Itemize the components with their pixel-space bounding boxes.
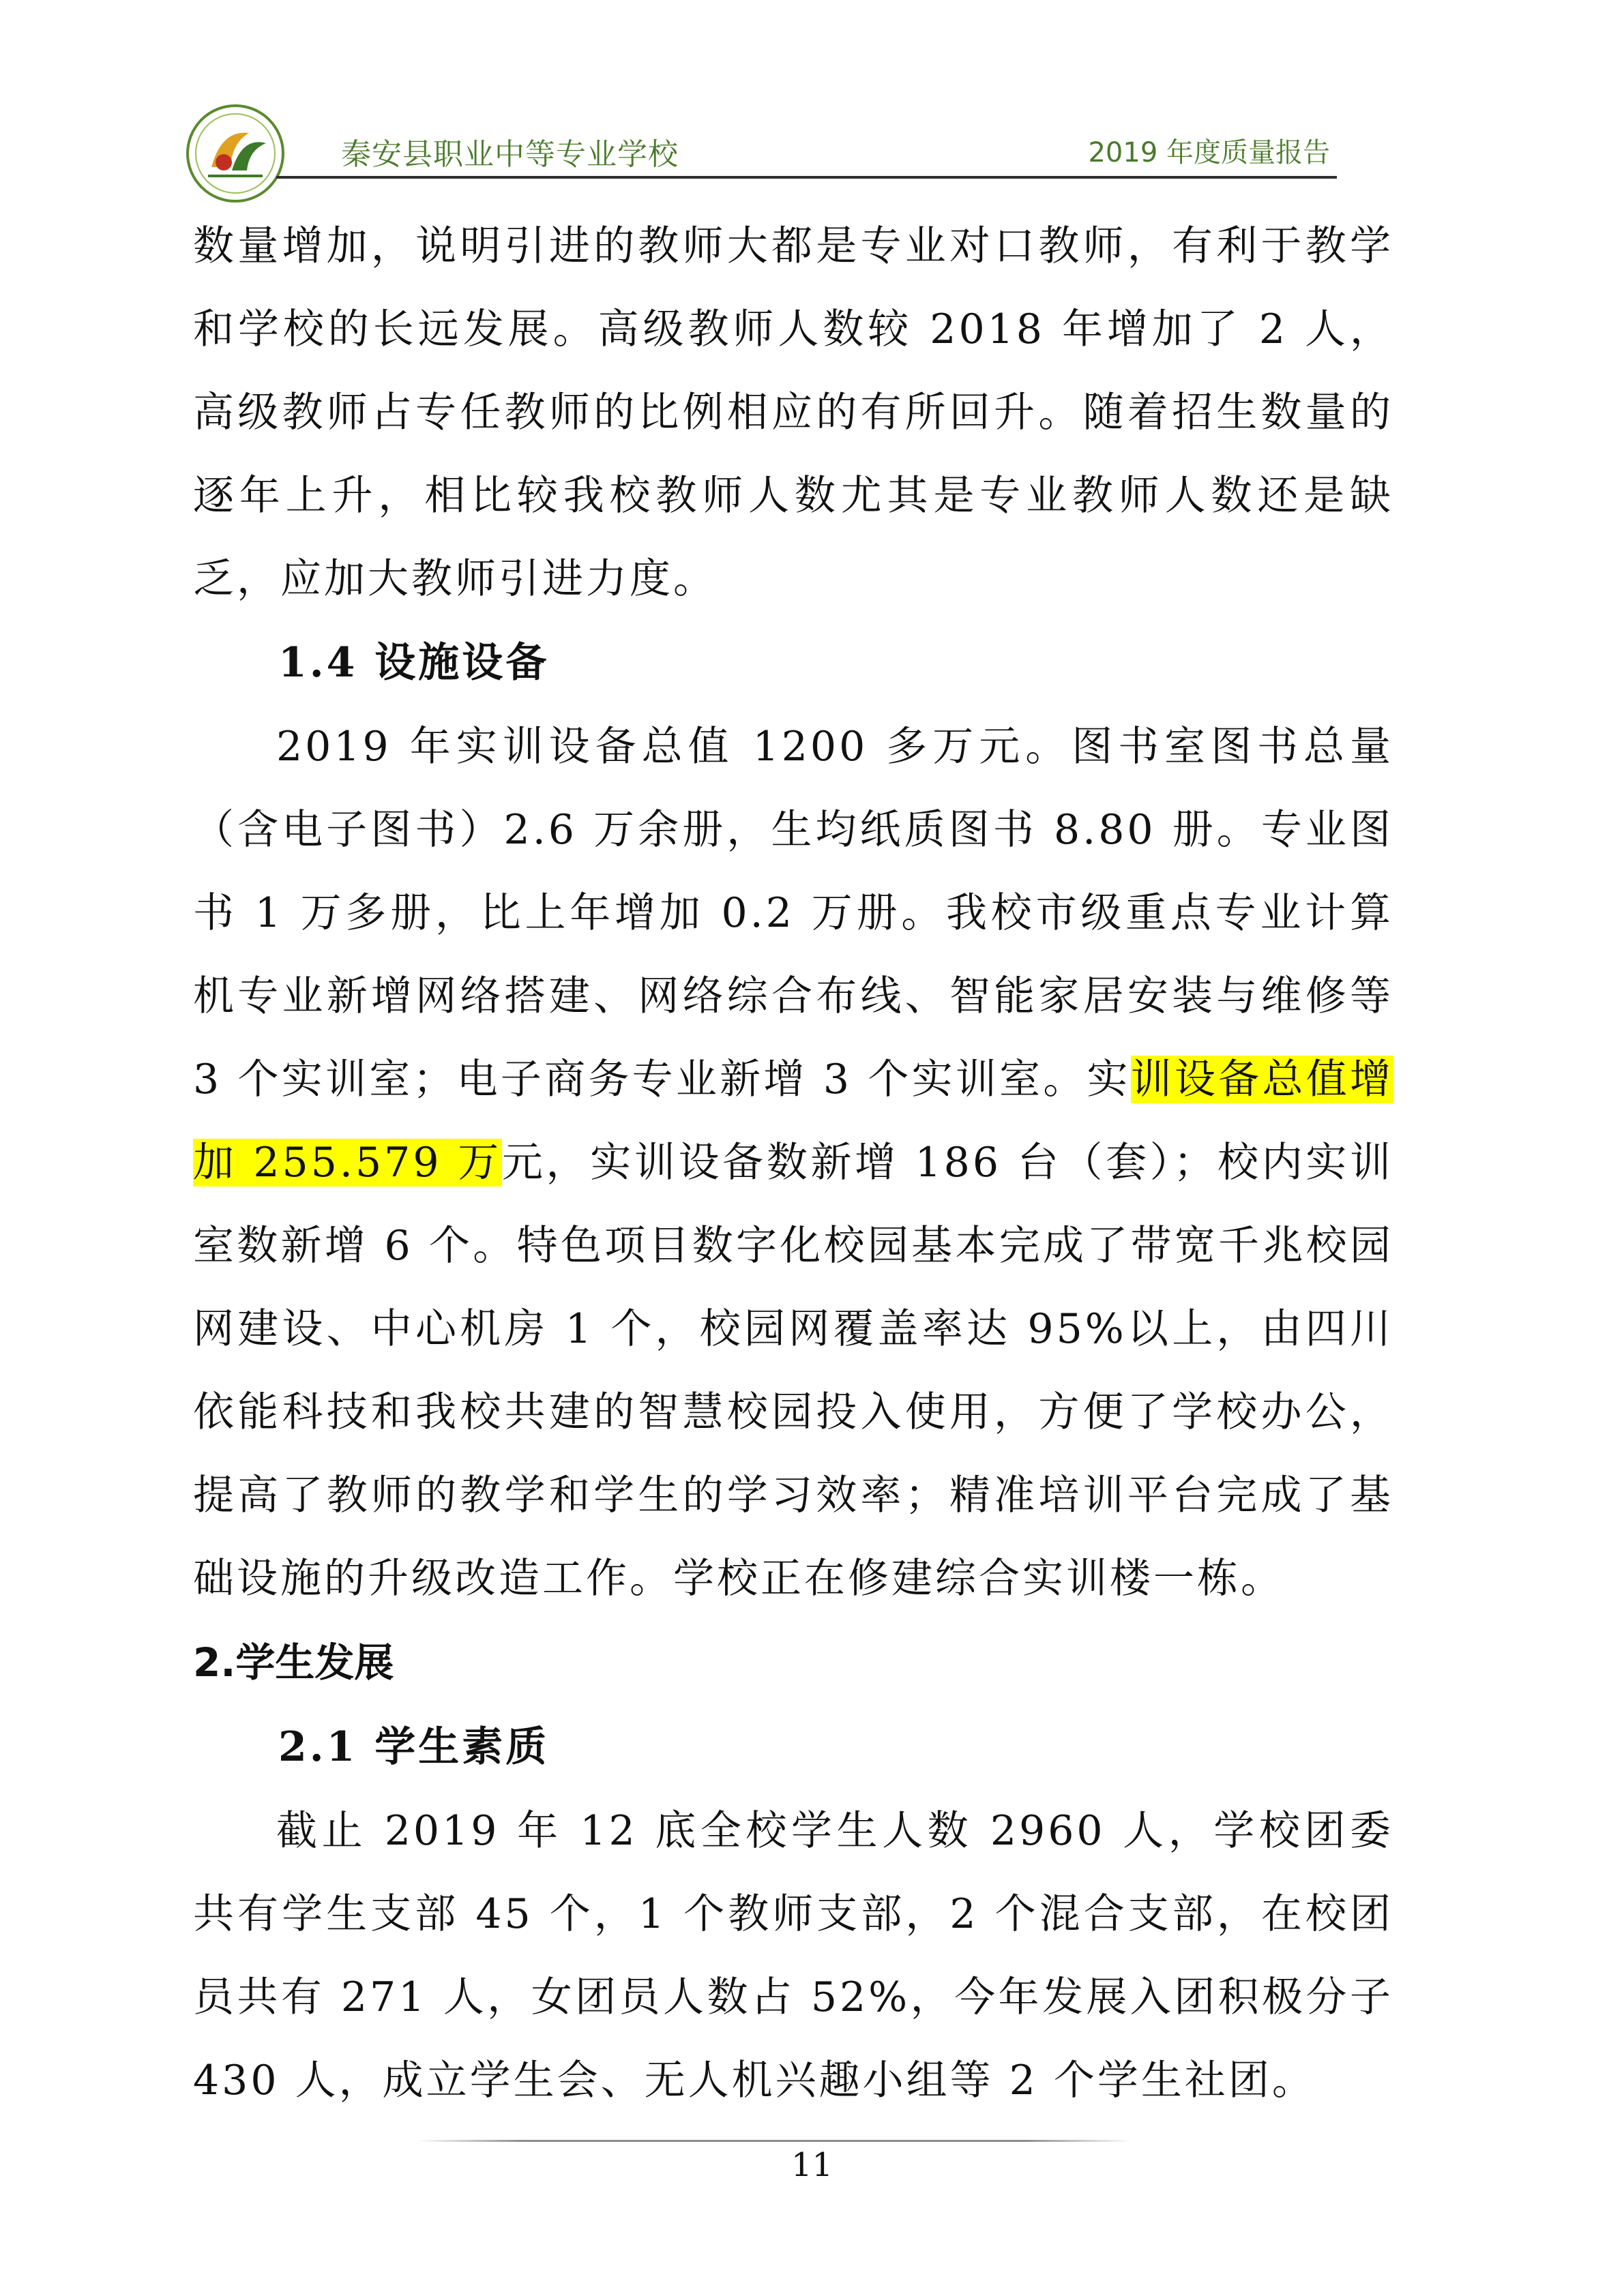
facilities-text-start: 2019 年实训设备总值 1200 多万元。图书室图书总量（含电子图书）2.6 万余册，生均纸质图书 8.80 册。专业图书 1 万多册，比上年增加 0.2 万册。我校市级重点专业计算机专业新增网络搭建、网络综合布线、智能家居安装与维修等 3 个实训室；电子商务专业新增 3 个实训室。实 [193,723,1393,1103]
report-title: 2019 年度质量报告 [1088,137,1330,168]
heading-2-1-student-quality: 2.1 学生素质 [278,1723,550,1771]
paragraph-students: 截止 2019 年 12 底全校学生人数 2960 人，学校团委共有学生支部 45 个，1 个教师支部，2 个混合支部，在校团员共有 271 人，女团员人数占 52%，今年发展入团积极分子 430 人，成立学生会、无人机兴趣小组等 2 个学生社团。 [193,1807,1393,2104]
school-logo-icon [184,102,286,205]
heading-2-student-development: 2.学生发展 [193,1639,394,1686]
heading-1-4-facilities: 1.4 设施设备 [278,639,550,687]
page-header [184,102,1337,177]
paragraph-teachers: 数量增加，说明引进的教师大都是专业对口教师，有利于教学和学校的长远发展。高级教师人数较 2018 年增加了 2 人，高级教师占专任教师的比例相应的有所回升。随着招生数量的逐年上升，相比较我校教师人数尤其是专业教师人数还是缺乏，应加大教师引进力度。 [193,222,1393,603]
header-divider [276,176,1337,179]
page-number: 11 [791,2146,833,2184]
paragraph-facilities [193,705,1393,1620]
highlighted-text: 训设备总值增加 255.579 万 [193,1056,1393,1187]
facilities-text-end: 元，实训设备数新增 186 台（套）；校内实训室数新增 6 个。特色项目数字化校园基本完成了带宽千兆校园网建设、中心机房 1 个，校园网覆盖率达 95%以上，由四川依能科技和我校共建的智慧校园投入使用，方便了学校办公，提高了教师的教学和学生的学习效率；精准培训平台完成了基础设施的升级改造工作。学校正在修建综合实训楼一栋。 [193,1139,1393,1602]
school-name: 秦安县职业中等专业学校 [341,137,679,172]
document-body [193,205,1393,2122]
